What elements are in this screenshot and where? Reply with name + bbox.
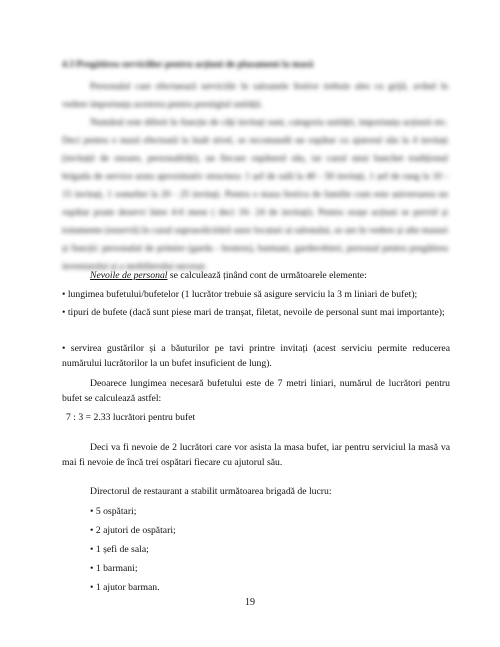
brigade-item: • 1 șefi de sala; (90, 544, 149, 555)
brigade-item: • 2 ajutori de ospătari; (90, 525, 176, 536)
blurred-paragraph-1: Personalul care efectuează serviciile în saloanele festive trebuie ales cu grijă, având în vedere importanța acestora pentru prestigiul unității. (62, 81, 448, 110)
bullet-item: • lungimea bufetului/bufetelor (1 lucrător trebuie să asigure serviciu la 3 m liniari de bufet); (62, 289, 418, 300)
page-number: 19 (245, 597, 255, 608)
brigade-intro: Directorul de restaurant a stabilit următoarea brigadă de lucru: (90, 486, 332, 497)
conclusion-paragraph: Deci va fi nevoie de 2 lucrători care vor asista la masa bufet, iar pentru serviciul la masă va mai fi nevoie de încă trei ospătari fiecare cu ajutorul său. (62, 442, 450, 468)
personnel-needs-rest: se calculează ținând cont de următoarele elemente: (167, 270, 367, 281)
personnel-needs-term: Nevoile de personal (90, 270, 168, 281)
calculation-formula: 7 : 3 = 2.33 lucrători pentru bufet (66, 412, 196, 423)
buffet-length-paragraph: Deoarece lungimea necesară bufetului este de 7 metri liniari, numărul de lucrători pentru bufet se calculează astfel: (62, 378, 450, 404)
brigade-item: • 1 barmani; (90, 563, 138, 574)
blurred-paragraph-2: Numărul este diferit în funcție de câți invitați sunt, categoria unității, importanța acțiunii etc. Deci pentru o masă efectuată la înalt nivel, se recomandă un ospătar cu ajutorul său la 4 invitați (invitații de onoare, personalități), un fiecare ospătarul său, iar cazul unui banchet tradițional brigada de service arata aproximativ structura: 1 șef de sală la 40 - 50 invitați, 1 șef de rang la 10 - 15 invitați, 1 somelier la 20 - 25 invitați. Pentru o masa festiva de familie cum este aniversarea un ospătar poate deservi între 4-6 mese ( deci 16- 24 de invitați). Pentru orașe acțiuni se previd și tratamente (rezervă) în cazul suprasolicitării unor locatari ai salonului, se are în vedere și alte masuri și funcții: personalul de primire (garda - hostess), barmani, garderobieri, personal pentru pregătirea inventarului și a mobilierului necesar. (62, 117, 448, 272)
brigade-item: • 1 ajutor barman. (90, 582, 160, 593)
bullet-item: • servirea gustărilor și a băuturilor pe tavi printre invitați (acest serviciu permite reducerea numărului lucrătorilor la un bufet insuficient de lung). (62, 343, 450, 369)
section-heading: 4.3 Pregătirea serviciilor pentru acțiuni de plasament la masă (62, 59, 314, 70)
brigade-item: • 5 ospătari; (90, 506, 137, 517)
bullet-item: • tipuri de bufete (dacă sunt piese mari de tranșat, filetat, nevoile de personal sunt mai importante); (62, 307, 445, 318)
personnel-needs-paragraph (62, 268, 450, 283)
blurred-section (62, 56, 448, 276)
